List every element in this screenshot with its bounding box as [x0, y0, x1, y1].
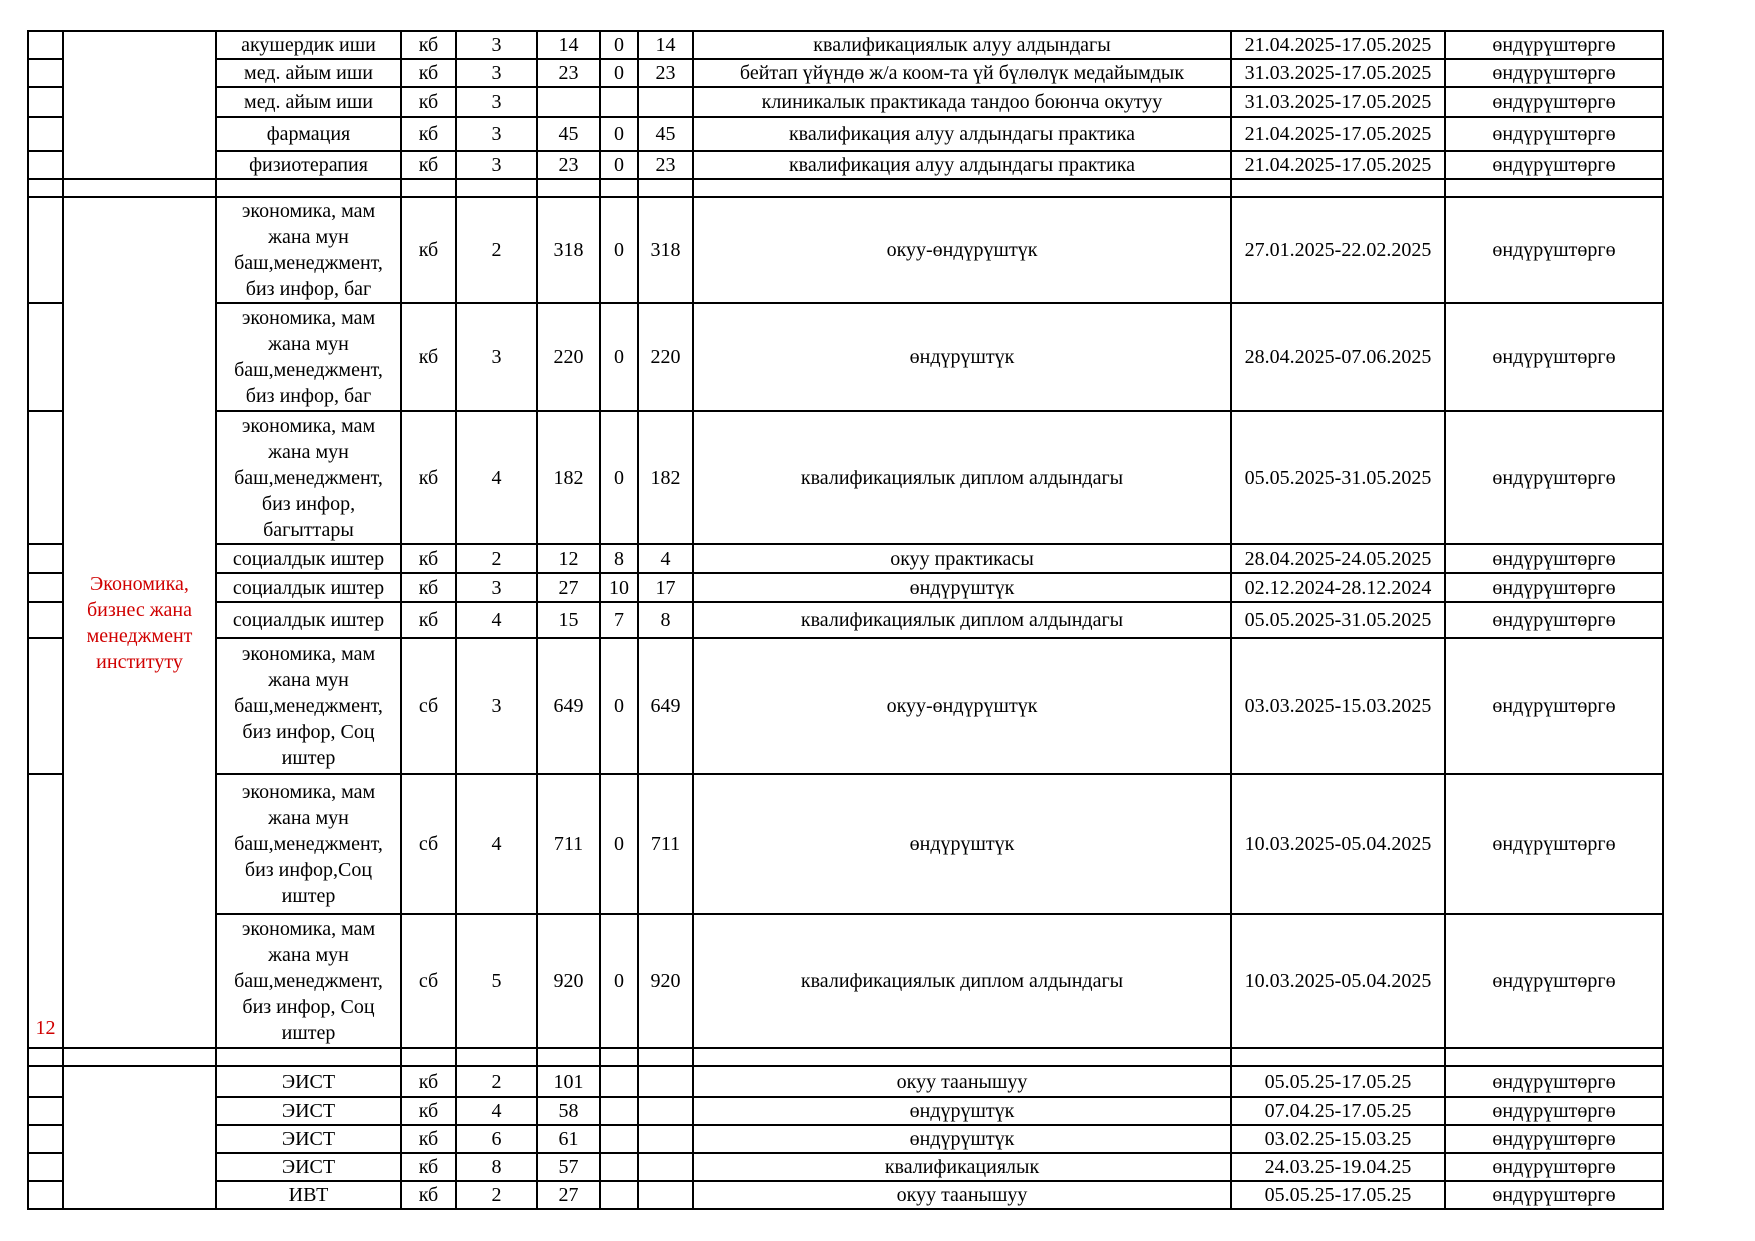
table-row: [28, 87, 1663, 117]
dates-cell: 27.01.2025-22.02.2025: [1231, 197, 1445, 303]
course-cell: 2: [456, 1066, 537, 1097]
budget-cell: 23: [638, 59, 693, 87]
budget-cell: [638, 1097, 693, 1125]
place-cell: өндүрүштөргө: [1445, 573, 1663, 602]
table-row: [28, 1097, 1663, 1125]
total-students-cell: 182: [537, 411, 600, 544]
study-form-cell: кб: [401, 303, 456, 411]
number-cell: [28, 197, 63, 303]
empty-cell: [216, 179, 401, 197]
dates-cell: 21.04.2025-17.05.2025: [1231, 117, 1445, 151]
table-row: [28, 1153, 1663, 1181]
empty-cell: [1231, 1048, 1445, 1066]
table-row: [28, 1066, 1663, 1097]
practice-type-cell: окуу таанышуу: [693, 1066, 1231, 1097]
dates-cell: 05.05.25-17.05.25: [1231, 1066, 1445, 1097]
number-cell: [28, 151, 63, 179]
specialty-cell: ЭИСТ: [216, 1097, 401, 1125]
dates-cell: 03.02.25-15.03.25: [1231, 1125, 1445, 1153]
budget-cell: [638, 1125, 693, 1153]
empty-cell: [401, 1048, 456, 1066]
budget-cell: 17: [638, 573, 693, 602]
contract-cell: 0: [600, 914, 638, 1048]
study-form-cell: кб: [401, 1181, 456, 1209]
budget-cell: [638, 1181, 693, 1209]
table-row: [28, 303, 1663, 411]
place-cell: өндүрүштөргө: [1445, 1153, 1663, 1181]
number-cell: [28, 87, 63, 117]
number-cell: [28, 411, 63, 544]
number-cell: [28, 573, 63, 602]
total-students-cell: [537, 87, 600, 117]
specialty-cell: физиотерапия: [216, 151, 401, 179]
empty-cell: [537, 179, 600, 197]
number-cell: [28, 117, 63, 151]
course-cell: 2: [456, 1181, 537, 1209]
study-form-cell: сб: [401, 774, 456, 914]
specialty-cell: фармация: [216, 117, 401, 151]
study-form-cell: кб: [401, 1066, 456, 1097]
place-cell: өндүрүштөргө: [1445, 1181, 1663, 1209]
budget-cell: 649: [638, 638, 693, 774]
dates-cell: 31.03.2025-17.05.2025: [1231, 59, 1445, 87]
institute-cell: [63, 1066, 216, 1209]
course-cell: 3: [456, 117, 537, 151]
table-row: [28, 59, 1663, 87]
total-students-cell: 920: [537, 914, 600, 1048]
empty-cell: [28, 179, 63, 197]
dates-cell: 28.04.2025-07.06.2025: [1231, 303, 1445, 411]
contract-cell: 0: [600, 31, 638, 59]
study-form-cell: кб: [401, 411, 456, 544]
empty-cell: [693, 1048, 1231, 1066]
dates-cell: 05.05.2025-31.05.2025: [1231, 602, 1445, 638]
budget-cell: 4: [638, 544, 693, 573]
course-cell: 5: [456, 914, 537, 1048]
total-students-cell: 23: [537, 151, 600, 179]
total-students-cell: 27: [537, 573, 600, 602]
place-cell: өндүрүштөргө: [1445, 87, 1663, 117]
practice-type-cell: окуу-өндүрүштүк: [693, 638, 1231, 774]
place-cell: өндүрүштөргө: [1445, 1097, 1663, 1125]
contract-cell: 0: [600, 411, 638, 544]
specialty-cell: ЭИСТ: [216, 1125, 401, 1153]
study-form-cell: сб: [401, 638, 456, 774]
course-cell: 2: [456, 197, 537, 303]
number-cell: [28, 1097, 63, 1125]
contract-cell: [600, 1066, 638, 1097]
dates-cell: 24.03.25-19.04.25: [1231, 1153, 1445, 1181]
practice-type-cell: бейтап үйүндө ж/а коом-та үй бүлөлүк медайымдык: [693, 59, 1231, 87]
course-cell: 3: [456, 31, 537, 59]
contract-cell: [600, 87, 638, 117]
study-form-cell: кб: [401, 59, 456, 87]
empty-cell: [638, 179, 693, 197]
course-cell: 3: [456, 87, 537, 117]
empty-cell: [63, 1048, 216, 1066]
total-students-cell: 57: [537, 1153, 600, 1181]
budget-cell: [638, 87, 693, 117]
course-cell: 4: [456, 1097, 537, 1125]
table-row: [28, 1181, 1663, 1209]
empty-cell: [638, 1048, 693, 1066]
total-students-cell: 14: [537, 31, 600, 59]
dates-cell: 05.05.2025-31.05.2025: [1231, 411, 1445, 544]
place-cell: өндүрүштөргө: [1445, 151, 1663, 179]
total-students-cell: 45: [537, 117, 600, 151]
budget-cell: 8: [638, 602, 693, 638]
total-students-cell: 711: [537, 774, 600, 914]
course-cell: 4: [456, 774, 537, 914]
empty-cell: [28, 1048, 63, 1066]
table-row: [28, 544, 1663, 573]
contract-cell: [600, 1125, 638, 1153]
dates-cell: 31.03.2025-17.05.2025: [1231, 87, 1445, 117]
contract-cell: [600, 1097, 638, 1125]
study-form-cell: кб: [401, 197, 456, 303]
practice-type-cell: квалификация алуу алдындагы практика: [693, 117, 1231, 151]
contract-cell: [600, 1153, 638, 1181]
dates-cell: 10.03.2025-05.04.2025: [1231, 774, 1445, 914]
total-students-cell: 649: [537, 638, 600, 774]
number-cell: [28, 1153, 63, 1181]
specialty-cell: мед. айым иши: [216, 59, 401, 87]
budget-cell: 318: [638, 197, 693, 303]
place-cell: өндүрүштөргө: [1445, 774, 1663, 914]
specialty-cell: экономика, мам жана мун баш,менеджмент, биз инфор, багыттары: [216, 411, 401, 544]
separator-row: [28, 179, 1663, 197]
specialty-cell: экономика, мам жана мун баш,менеджмент, биз инфор, баг: [216, 197, 401, 303]
practice-type-cell: өндүрүштүк: [693, 303, 1231, 411]
institute-cell: [63, 31, 216, 179]
specialty-cell: социалдык иштер: [216, 602, 401, 638]
study-form-cell: кб: [401, 544, 456, 573]
practice-type-cell: квалификациялык алуу алдындагы: [693, 31, 1231, 59]
course-cell: 8: [456, 1153, 537, 1181]
place-cell: өндүрүштөргө: [1445, 638, 1663, 774]
number-cell: [28, 59, 63, 87]
study-form-cell: кб: [401, 1153, 456, 1181]
study-form-cell: кб: [401, 117, 456, 151]
specialty-cell: ЭИСТ: [216, 1066, 401, 1097]
practice-type-cell: клиникалык практикада тандоо боюнча окутуу: [693, 87, 1231, 117]
course-cell: 3: [456, 638, 537, 774]
place-cell: өндүрүштөргө: [1445, 59, 1663, 87]
total-students-cell: 23: [537, 59, 600, 87]
total-students-cell: 27: [537, 1181, 600, 1209]
contract-cell: [600, 1181, 638, 1209]
dates-cell: 10.03.2025-05.04.2025: [1231, 914, 1445, 1048]
practice-type-cell: окуу-өндүрүштүк: [693, 197, 1231, 303]
table-row: [28, 411, 1663, 544]
total-students-cell: 101: [537, 1066, 600, 1097]
number-cell: [28, 638, 63, 774]
total-students-cell: 58: [537, 1097, 600, 1125]
empty-cell: [1445, 1048, 1663, 1066]
empty-cell: [537, 1048, 600, 1066]
specialty-cell: экономика, мам жана мун баш,менеджмент, биз инфор, Соц иштер: [216, 914, 401, 1048]
empty-cell: [1445, 179, 1663, 197]
practice-type-cell: квалификациялык: [693, 1153, 1231, 1181]
table-row: [28, 151, 1663, 179]
number-cell: [28, 31, 63, 59]
number-cell: [28, 303, 63, 411]
specialty-cell: мед. айым иши: [216, 87, 401, 117]
contract-cell: 0: [600, 117, 638, 151]
practice-type-cell: өндүрүштүк: [693, 774, 1231, 914]
institute-number: 12: [28, 774, 63, 1048]
course-cell: 3: [456, 59, 537, 87]
contract-cell: 0: [600, 774, 638, 914]
place-cell: өндүрүштөргө: [1445, 1125, 1663, 1153]
total-students-cell: 61: [537, 1125, 600, 1153]
empty-cell: [456, 179, 537, 197]
place-cell: өндүрүштөргө: [1445, 602, 1663, 638]
practice-type-cell: окуу таанышуу: [693, 1181, 1231, 1209]
specialty-cell: ИВТ: [216, 1181, 401, 1209]
specialty-cell: экономика, мам жана мун баш,менеджмент, биз инфор,Соц иштер: [216, 774, 401, 914]
budget-cell: 711: [638, 774, 693, 914]
institute-name: Экономика, бизнес жана менеджмент институту: [63, 197, 216, 1048]
separator-row: [28, 1048, 1663, 1066]
contract-cell: 7: [600, 602, 638, 638]
empty-cell: [456, 1048, 537, 1066]
number-cell: [28, 1181, 63, 1209]
budget-cell: 14: [638, 31, 693, 59]
place-cell: өндүрүштөргө: [1445, 411, 1663, 544]
empty-cell: [216, 1048, 401, 1066]
contract-cell: 0: [600, 638, 638, 774]
table-row: [28, 573, 1663, 602]
empty-cell: [401, 179, 456, 197]
study-form-cell: сб: [401, 914, 456, 1048]
study-form-cell: кб: [401, 151, 456, 179]
contract-cell: 0: [600, 59, 638, 87]
practice-type-cell: квалификация алуу алдындагы практика: [693, 151, 1231, 179]
empty-cell: [600, 179, 638, 197]
budget-cell: 220: [638, 303, 693, 411]
table-row: [28, 602, 1663, 638]
contract-cell: 0: [600, 197, 638, 303]
practice-type-cell: өндүрүштүк: [693, 573, 1231, 602]
dates-cell: 02.12.2024-28.12.2024: [1231, 573, 1445, 602]
table-row: [28, 117, 1663, 151]
table-row: [28, 1125, 1663, 1153]
empty-cell: [1231, 179, 1445, 197]
study-form-cell: кб: [401, 573, 456, 602]
table-row: [28, 197, 1663, 303]
number-cell: [28, 1125, 63, 1153]
empty-cell: [693, 179, 1231, 197]
table-row: [28, 774, 1663, 914]
table-row: [28, 31, 1663, 59]
dates-cell: 21.04.2025-17.05.2025: [1231, 31, 1445, 59]
course-cell: 4: [456, 411, 537, 544]
dates-cell: 28.04.2025-24.05.2025: [1231, 544, 1445, 573]
dates-cell: 07.04.25-17.05.25: [1231, 1097, 1445, 1125]
contract-cell: 0: [600, 303, 638, 411]
empty-cell: [63, 179, 216, 197]
practice-type-cell: квалификациялык диплом алдындагы: [693, 411, 1231, 544]
dates-cell: 21.04.2025-17.05.2025: [1231, 151, 1445, 179]
table-row: [28, 914, 1663, 1048]
empty-cell: [600, 1048, 638, 1066]
specialty-cell: социалдык иштер: [216, 573, 401, 602]
specialty-cell: ЭИСТ: [216, 1153, 401, 1181]
course-cell: 3: [456, 303, 537, 411]
specialty-cell: экономика, мам жана мун баш,менеджмент, биз инфор, баг: [216, 303, 401, 411]
budget-cell: 182: [638, 411, 693, 544]
place-cell: өндүрүштөргө: [1445, 117, 1663, 151]
course-cell: 4: [456, 602, 537, 638]
contract-cell: 8: [600, 544, 638, 573]
total-students-cell: 15: [537, 602, 600, 638]
study-form-cell: кб: [401, 31, 456, 59]
practice-type-cell: өндүрүштүк: [693, 1125, 1231, 1153]
budget-cell: [638, 1066, 693, 1097]
course-cell: 6: [456, 1125, 537, 1153]
practice-type-cell: өндүрүштүк: [693, 1097, 1231, 1125]
table-row: [28, 638, 1663, 774]
contract-cell: 10: [600, 573, 638, 602]
budget-cell: 45: [638, 117, 693, 151]
specialty-cell: социалдык иштер: [216, 544, 401, 573]
dates-cell: 05.05.25-17.05.25: [1231, 1181, 1445, 1209]
place-cell: өндүрүштөргө: [1445, 303, 1663, 411]
budget-cell: 23: [638, 151, 693, 179]
place-cell: өндүрүштөргө: [1445, 544, 1663, 573]
course-cell: 3: [456, 151, 537, 179]
total-students-cell: 318: [537, 197, 600, 303]
dates-cell: 03.03.2025-15.03.2025: [1231, 638, 1445, 774]
budget-cell: 920: [638, 914, 693, 1048]
course-cell: 3: [456, 573, 537, 602]
practice-type-cell: квалификациялык диплом алдындагы: [693, 602, 1231, 638]
course-cell: 2: [456, 544, 537, 573]
study-form-cell: кб: [401, 602, 456, 638]
total-students-cell: 12: [537, 544, 600, 573]
budget-cell: [638, 1153, 693, 1181]
study-form-cell: кб: [401, 87, 456, 117]
practice-type-cell: окуу практикасы: [693, 544, 1231, 573]
place-cell: өндүрүштөргө: [1445, 31, 1663, 59]
place-cell: өндүрүштөргө: [1445, 914, 1663, 1048]
specialty-cell: акушердик иши: [216, 31, 401, 59]
place-cell: өндүрүштөргө: [1445, 197, 1663, 303]
specialty-cell: экономика, мам жана мун баш,менеджмент, биз инфор, Соц иштер: [216, 638, 401, 774]
number-cell: [28, 544, 63, 573]
study-form-cell: кб: [401, 1125, 456, 1153]
number-cell: [28, 602, 63, 638]
study-form-cell: кб: [401, 1097, 456, 1125]
practice-schedule-table: [27, 30, 1664, 1210]
number-cell: [28, 1066, 63, 1097]
practice-type-cell: квалификациялык диплом алдындагы: [693, 914, 1231, 1048]
place-cell: өндүрүштөргө: [1445, 1066, 1663, 1097]
total-students-cell: 220: [537, 303, 600, 411]
contract-cell: 0: [600, 151, 638, 179]
